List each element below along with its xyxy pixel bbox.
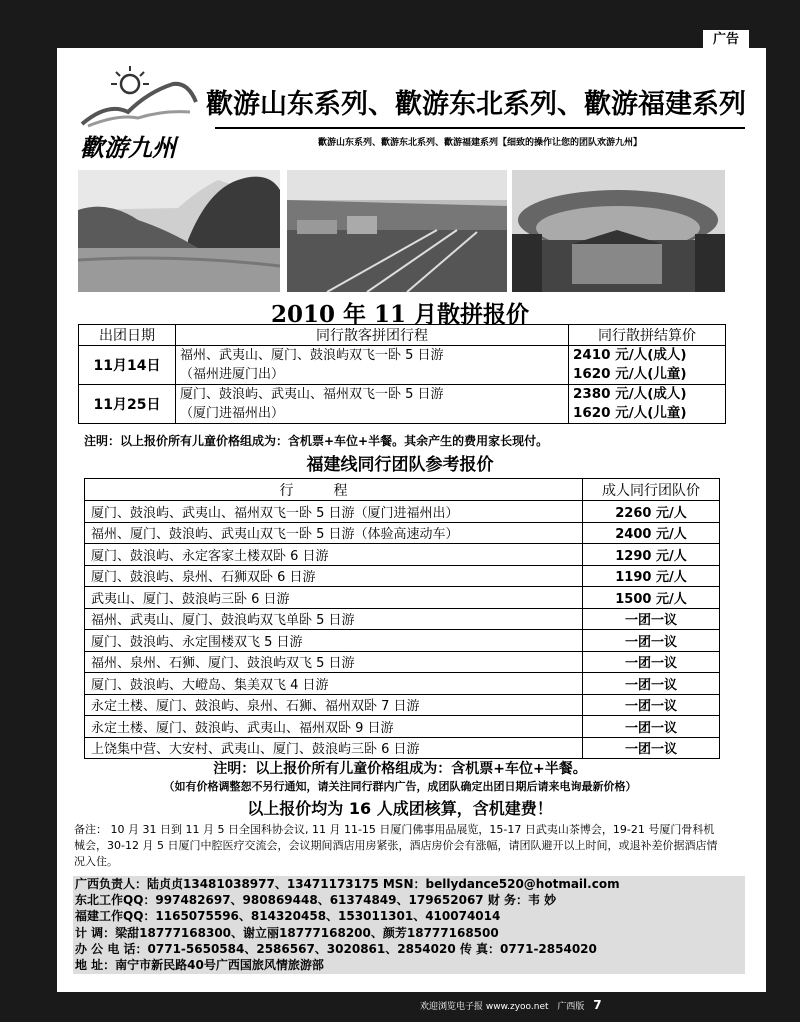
child-price: 1620 元/人(儿童) [573,366,687,382]
col-header-route: 行程 [85,479,583,501]
table-row [85,737,720,759]
table-row [79,385,726,424]
col-header-date: 出团日期 [79,325,176,346]
photo-river-mountain [78,170,280,292]
route-cell: 福州、泉州、石狮、厦门、鼓浪屿双飞 5 日游 [85,651,583,673]
route-line: 福州、武夷山、厦门、鼓浪屿双飞一卧 5 日游 [180,348,444,363]
table-row [85,587,720,609]
route-cell: 武夷山、厦门、鼓浪屿三卧 6 日游 [85,587,583,609]
child-price-note: 注明：以上报价所有儿童价格组成为：含机票+车位+半餐。 [213,761,587,777]
route-cell: 厦门、鼓浪屿、永定客家土楼双卧 6 日游 [85,544,583,566]
remark-text: 备注： 10 月 31 日到 11 月 5 日全国科协会议, 11 月 11-15 日厦门佛事用品展览，15-17 日武夷山茶博会，19-21 号厦门骨科机械会，30-12 月 5 日厦门中腔医疗交流会，会议期间酒店用房紧张，酒店房价会有涨幅，请团队避开以上时间，或退补差价据酒店情况入住。 [74,823,718,868]
tour-route [176,346,569,385]
tour-date: 11月25日 [79,385,176,424]
price-cell: 1190 元/人 [583,565,720,587]
table-row [85,651,720,673]
contact-line: 福建工作QQ：1165075596、814320458、153011301、410074014 [75,909,501,924]
col-header-price: 成人同行团队价 [583,479,720,501]
footer-site: 欢迎浏览电子报 www.zyoo.net [420,1002,549,1012]
group-size-note: 以上报价均为 16 人成团核算，含机建费！ [247,799,553,818]
contact-block [73,876,745,974]
table-row [85,565,720,587]
route-cell: 永定土楼、厦门、鼓浪屿、泉州、石狮、福州双卧 7 日游 [85,694,583,716]
route-note: （福州进厦门出） [180,367,285,382]
section2-title: 福建线同行团队参考报价 [306,455,494,475]
tour-price [569,385,726,424]
table-row [85,694,720,716]
adult-price: 2410 元/人(成人) [573,347,687,363]
section1-note: 注明：以上报价所有儿童价格组成为：含机票+车位+半餐。其余产生的费用家长现付。 [84,434,549,448]
route-cell: 厦门、鼓浪屿、泉州、石狮双卧 6 日游 [85,565,583,587]
price-cell: 一团一议 [583,737,720,759]
route-cell: 永定土楼、厦门、鼓浪屿、武夷山、福州双卧 9 日游 [85,716,583,738]
route-cell: 厦门、鼓浪屿、武夷山、福州双飞一卧 5 日游（厦门进福州出） [85,501,583,523]
col-header-price: 同行散拼结算价 [569,325,726,346]
route-cell: 上饶集中营、大安村、武夷山、厦门、鼓浪屿三卧 6 日游 [85,737,583,759]
contact-line: 办 公 电 话：0771-5650584、2586567、3020861、2854020 传 真：0771-2854020 [75,941,597,956]
price-cell: 一团一议 [583,630,720,652]
price-cell: 2400 元/人 [583,522,720,544]
table-row [85,522,720,544]
logo-text: 歡游九州 [80,133,176,162]
brand-logo [78,62,204,162]
page-number: 7 [593,998,602,1012]
page-subline: 歡游山东系列、歡游东北系列、歡游福建系列【细致的操作让您的团队欢游九州】 [215,127,745,148]
child-price: 1620 元/人(儿童) [573,405,687,421]
price-change-note: （如有价格调整恕不另行通知，请关注同行群内广告，成团队确定出团日期后请来电询最新价格） [163,780,637,793]
route-cell: 厦门、鼓浪屿、永定围楼双飞 5 日游 [85,630,583,652]
table-row [85,630,720,652]
contact-line: 地 址：南宁市新民路40号广西国旅风情旅游部 [75,958,324,973]
tour-date: 11月14日 [79,346,176,385]
route-line: 厦门、鼓浪屿、武夷山、福州双飞一卧 5 日游 [180,387,444,402]
route-cell: 福州、厦门、鼓浪屿、武夷山双飞一卧 5 日游（体验高速动车） [85,522,583,544]
price-cell: 一团一议 [583,673,720,695]
price-cell: 一团一议 [583,608,720,630]
photo-town-railway [287,170,507,292]
contact-line: 广西负责人：陆贞贞13481038977、13471173175 MSN：bellydance520@hotmail.com [75,877,620,891]
table-row [85,673,720,695]
price-cell: 一团一议 [583,694,720,716]
price-cell: 2260 元/人 [583,501,720,523]
route-note: （厦门进福州出） [180,406,285,421]
table-row [79,346,726,385]
price-cell: 1290 元/人 [583,544,720,566]
tour-route [176,385,569,424]
price-cell: 一团一议 [583,651,720,673]
contact-line: 东北工作QQ：997482697、980869448、61374849、179652067 财 务：韦 妙 [75,893,557,908]
adult-price: 2380 元/人(成人) [573,386,687,402]
page-headline: 歡游山东系列、歡游东北系列、歡游福建系列 [206,89,746,120]
route-cell: 福州、武夷山、厦门、鼓浪屿双飞单卧 5 日游 [85,608,583,630]
footer-edition: 广西版 [557,1002,585,1012]
group-tour-table [84,478,720,759]
section1-title: 2010 年 11 月散拼报价 [270,301,530,328]
page-footer [420,996,780,1014]
table-row [85,608,720,630]
route-cell: 厦门、鼓浪屿、大嶝岛、集美双飞 4 日游 [85,673,583,695]
price-cell: 一团一议 [583,716,720,738]
tour-price [569,346,726,385]
photo-tulou [512,170,725,292]
table-row [85,501,720,523]
table-row [85,716,720,738]
ad-tag: 广告 [703,30,749,50]
table-row [85,544,720,566]
scatter-tour-table [78,324,726,424]
contact-line: 计 调：梁甜18777168300、谢立丽18777168200、颜芳18777168500 [75,925,499,940]
col-header-route: 同行散客拼团行程 [176,325,569,346]
price-cell: 1500 元/人 [583,587,720,609]
